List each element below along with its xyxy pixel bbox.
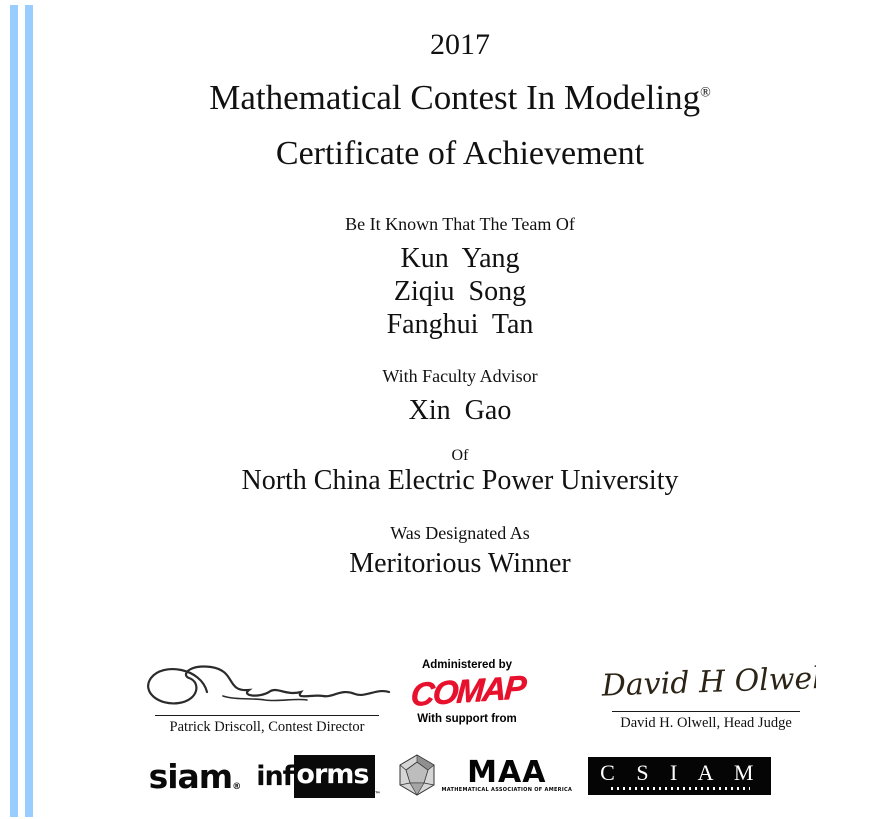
svg-text:David H Olwell: David H Olwell <box>601 660 816 704</box>
head-judge-signature-block <box>588 650 824 732</box>
csiam-logo-text: C S I A M <box>600 760 762 785</box>
team-member-1: Kun Yang <box>400 243 520 274</box>
maa-logo-subtext: MATHEMATICAL ASSOCIATION OF AMERICA <box>441 787 573 794</box>
maa-icosahedron-icon <box>397 754 437 798</box>
left-stripe-inner <box>25 5 33 817</box>
maa-logo-text: MAA <box>467 754 547 790</box>
head-judge-signature-line <box>612 711 800 712</box>
of-label: Of <box>451 447 469 464</box>
certificate-title <box>45 78 875 118</box>
maa-logo <box>397 754 573 798</box>
siam-registered-mark: ® <box>232 781 241 792</box>
designation-intro: Was Designated As <box>390 523 530 543</box>
team-member-3: Fanghui Tan <box>386 309 534 340</box>
informs-logo <box>256 755 380 798</box>
contest-director-signature-block <box>117 652 417 736</box>
siam-logo-text: siam <box>148 756 233 796</box>
left-stripe-outer <box>10 5 18 817</box>
advisor-intro: With Faculty Advisor <box>382 366 538 386</box>
informs-logo-prefix: inf <box>256 760 294 792</box>
csiam-logo-subtext-dashes <box>611 787 750 790</box>
comap-block <box>382 659 552 725</box>
contest-director-name: Patrick Driscoll, Contest Director <box>169 719 365 735</box>
comap-logo: COMAP <box>408 668 526 713</box>
head-judge-signature-icon <box>596 650 816 706</box>
designation: Meritorious Winner <box>349 548 571 579</box>
administered-by-label: Administered by <box>421 659 513 671</box>
head-judge-name: David H. Olwell, Head Judge <box>620 715 792 731</box>
registered-mark: ® <box>700 85 711 101</box>
advisor-name: Xin Gao <box>408 395 512 426</box>
institution-name: North China Electric Power University <box>241 465 679 496</box>
informs-logo-boxed: orms <box>294 755 374 798</box>
team-member-2: Ziqiu Song <box>393 276 527 307</box>
certificate-subtitle: Certificate of Achievement <box>275 135 645 172</box>
contest-director-signature-line <box>155 715 379 716</box>
certificate-year: 2017 <box>430 28 490 61</box>
sponsor-logos-row <box>45 750 875 802</box>
certificate-title-text: Mathematical Contest In Modeling <box>209 78 701 117</box>
contest-director-signature-icon <box>137 652 397 710</box>
siam-logo <box>149 757 241 796</box>
with-support-from-label: With support from <box>417 712 517 725</box>
csiam-logo <box>588 757 771 795</box>
informs-tm-mark: ™ <box>374 790 381 798</box>
team-intro: Be It Known That The Team Of <box>345 214 575 234</box>
